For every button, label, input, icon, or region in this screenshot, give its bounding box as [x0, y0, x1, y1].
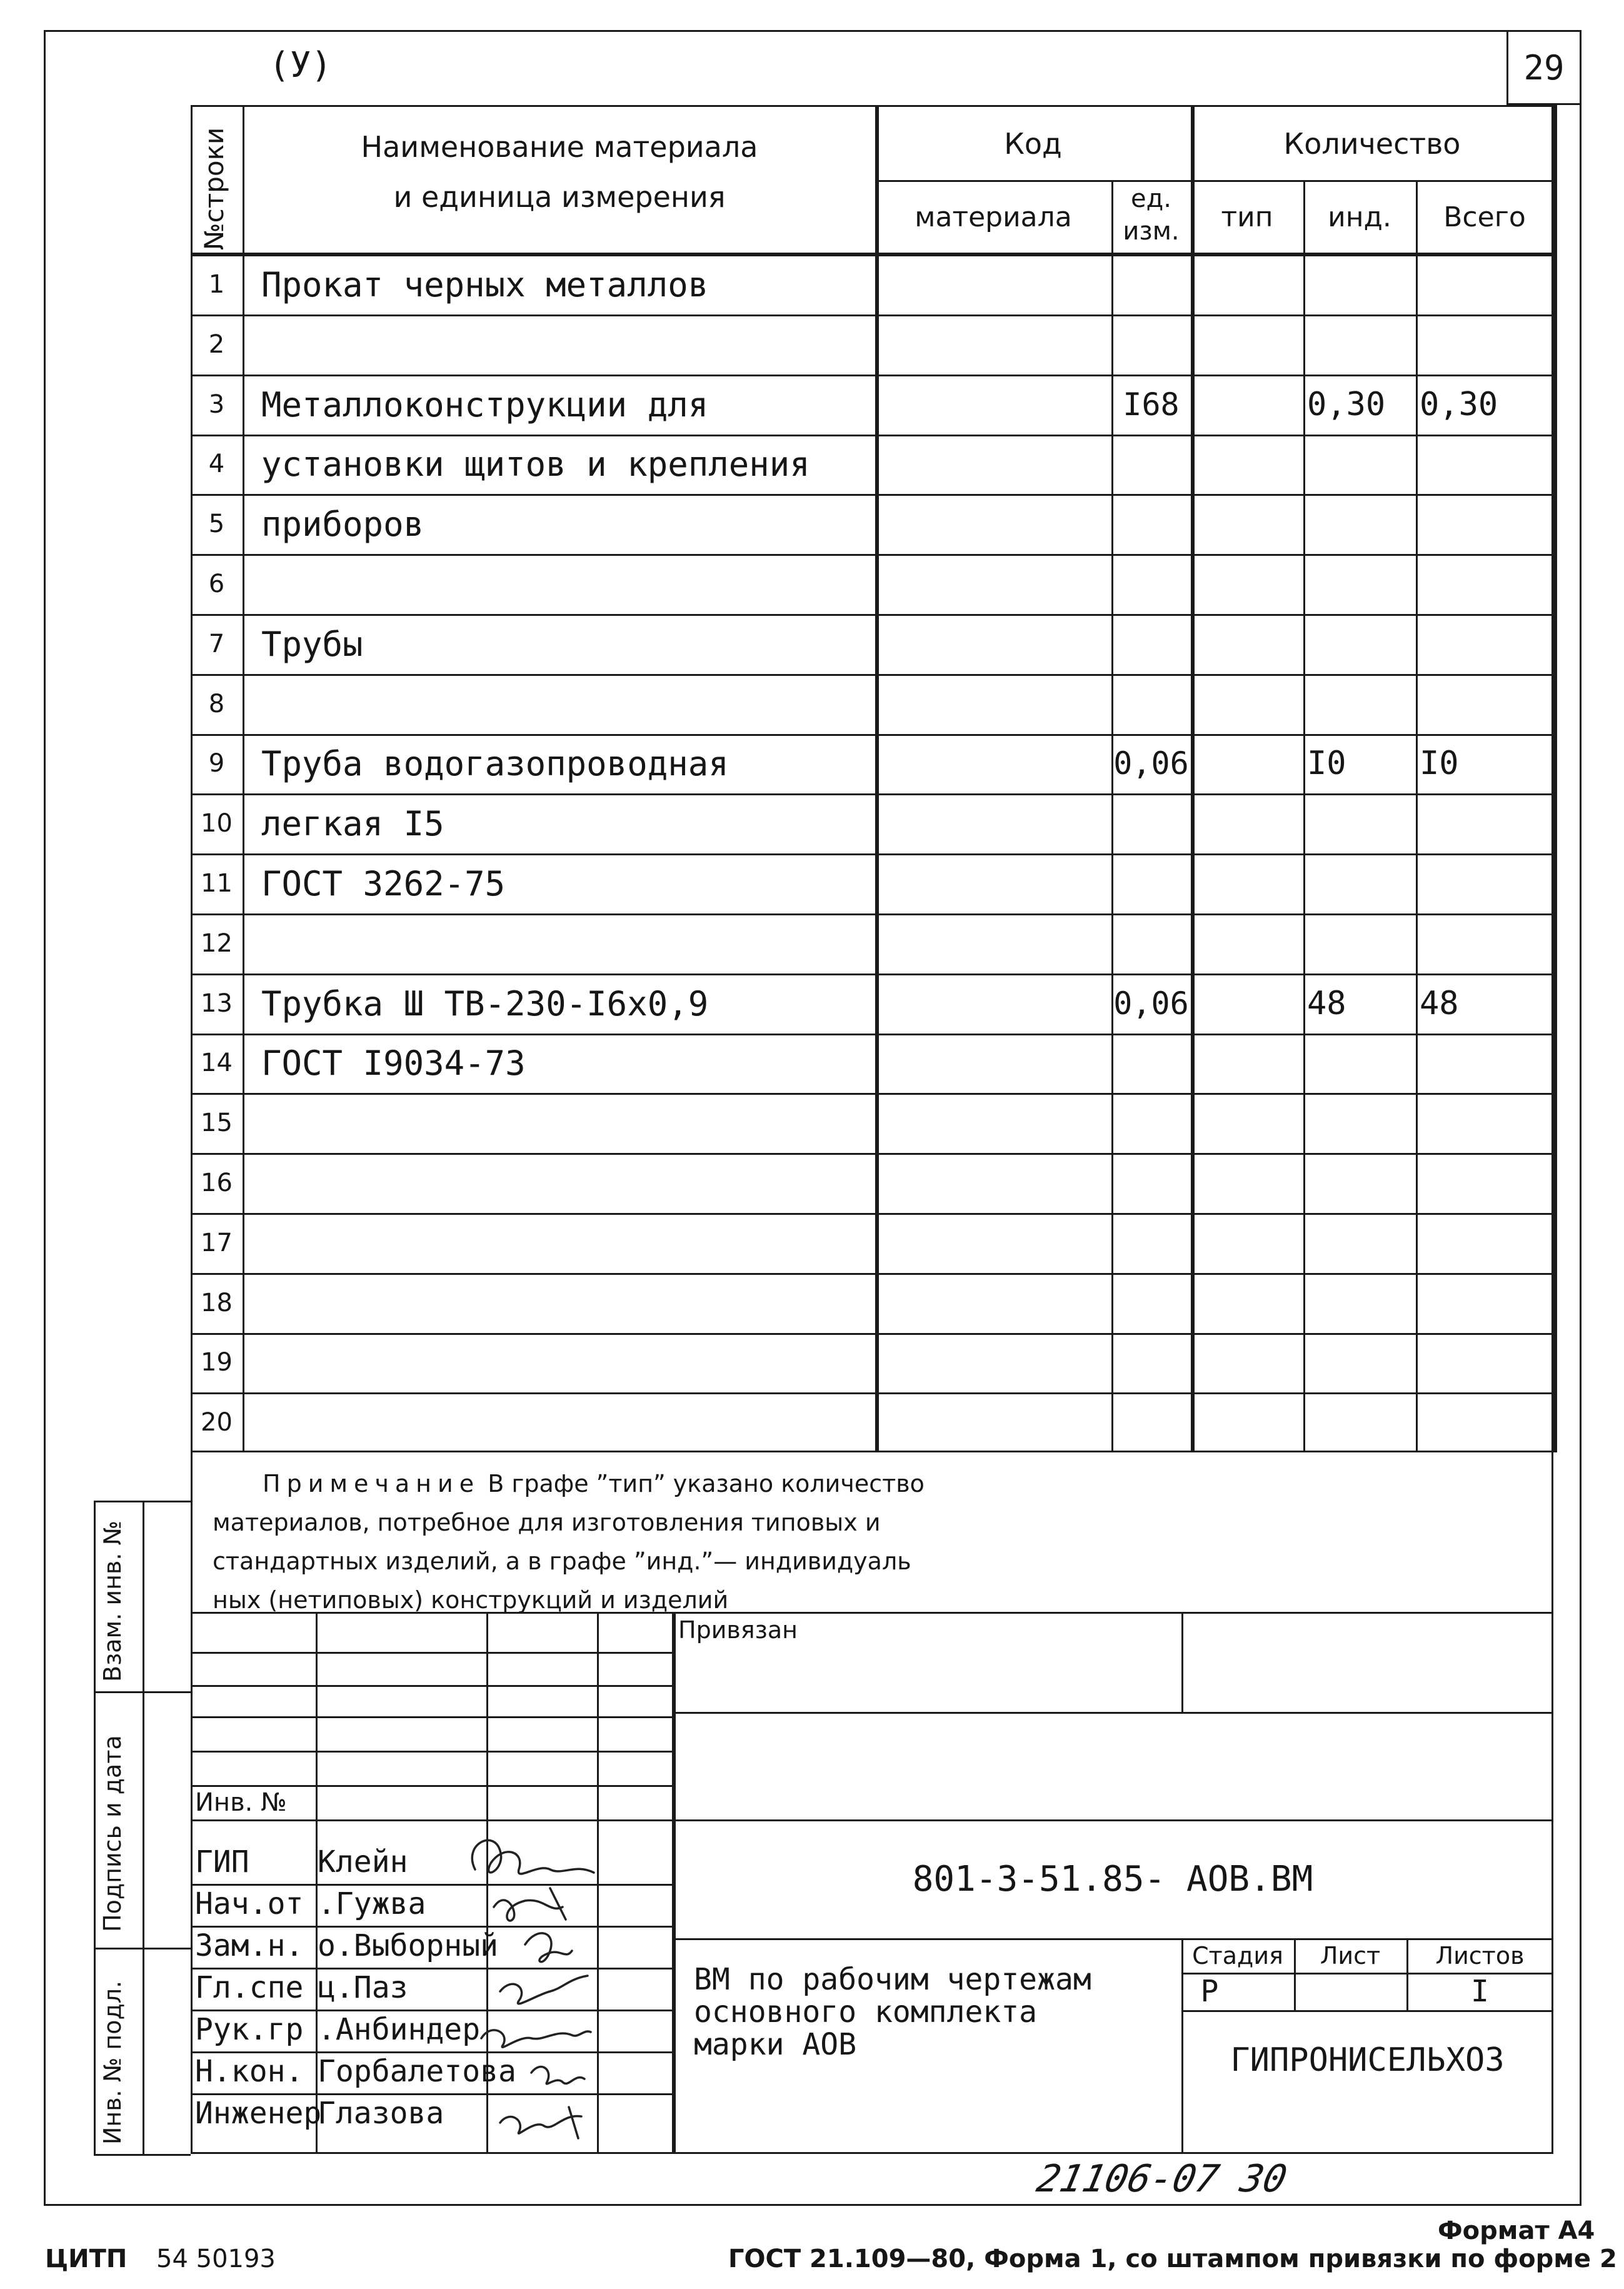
signer-role: ГИП: [195, 1844, 249, 1879]
qty-total: [1416, 1332, 1553, 1392]
row-number: 15: [201, 1109, 233, 1137]
qty-type: [1191, 1332, 1303, 1392]
unit-code: [1111, 1153, 1191, 1213]
qty-ind: [1303, 913, 1416, 973]
material-code: [875, 614, 1111, 674]
side-label-podpis: Подпись и дата: [99, 1735, 126, 1932]
material-code: [875, 793, 1111, 853]
qty-type: [1191, 1093, 1303, 1153]
qty-type: [1191, 1273, 1303, 1333]
signature-klein: [472, 1840, 594, 1874]
qty-ind: [1303, 1093, 1416, 1153]
material-name: [244, 1093, 875, 1153]
row-number: 2: [208, 330, 225, 359]
qty-total: [1416, 674, 1553, 734]
material-code: [875, 913, 1111, 973]
row-number: 12: [201, 929, 233, 958]
row-number: 20: [201, 1408, 233, 1437]
unit-code: [1111, 494, 1191, 554]
header-qty-type: тип: [1221, 201, 1273, 233]
row-number: 1: [208, 270, 225, 299]
material-name: [244, 1153, 875, 1213]
header-name-line2: и единица измерения: [393, 180, 726, 214]
signer-role: Нач.от: [195, 1886, 304, 1921]
qty-ind: 0,30: [1307, 386, 1386, 423]
material-name: Труба водогазопроводная: [261, 743, 729, 783]
qty-type: [1191, 853, 1303, 913]
material-code: [875, 1273, 1111, 1333]
qty-ind: [1303, 793, 1416, 853]
qty-total: [1416, 494, 1553, 554]
signer-role: Н.кон.: [195, 2054, 304, 2089]
material-code: [875, 853, 1111, 913]
header-code-unit-2: изм.: [1123, 217, 1180, 246]
material-code: [875, 1153, 1111, 1213]
footer-standard: ГОСТ 21.109—80, Форма 1, со штампом привязки по форме 2: [728, 2245, 1617, 2273]
material-code: [875, 1093, 1111, 1153]
header-qty-ind: инд.: [1328, 201, 1391, 233]
signer-name: Клейн: [318, 1844, 408, 1879]
unit-code: [1111, 1213, 1191, 1273]
header-qty-total: Всего: [1443, 201, 1526, 233]
qty-total: [1416, 314, 1553, 375]
qty-total: [1416, 614, 1553, 674]
qty-total: 0,30: [1420, 386, 1498, 423]
note-line-3: стандартных изделий, а в графе ”инд.”— индивидуаль: [213, 1547, 911, 1575]
unit-code: [1111, 913, 1191, 973]
material-name: [244, 913, 875, 973]
material-code: [875, 1332, 1111, 1392]
signature-vybornyi: [525, 1933, 572, 1962]
qty-total: [1416, 853, 1553, 913]
material-name: [244, 1392, 875, 1452]
material-code: [875, 375, 1111, 435]
note-label: Примечание: [263, 1470, 481, 1497]
qty-ind: [1303, 1392, 1416, 1452]
signer-role: Гл.спе: [195, 1970, 304, 2005]
row-number: 18: [201, 1289, 233, 1317]
material-code: [875, 674, 1111, 734]
row-number: 17: [201, 1229, 233, 1257]
qty-type: [1191, 434, 1303, 494]
sheets-label: Листов: [1435, 1941, 1525, 1970]
material-code: [875, 1033, 1111, 1093]
unit-code: [1111, 793, 1191, 853]
unit-code: [1111, 1093, 1191, 1153]
qty-type: [1191, 375, 1303, 435]
material-code: [875, 973, 1111, 1034]
unit-code: [1111, 614, 1191, 674]
header-quantity: Количество: [1283, 127, 1461, 161]
signer-role: Рук.гр: [195, 2012, 304, 2047]
qty-ind: [1303, 674, 1416, 734]
qty-ind: [1303, 853, 1416, 913]
qty-type: [1191, 913, 1303, 973]
row-number: 19: [201, 1348, 233, 1377]
footer-code: 54 50193: [156, 2245, 276, 2273]
inv-no-label: Инв. №: [195, 1788, 287, 1817]
material-code: [875, 254, 1111, 314]
material-code: [875, 494, 1111, 554]
row-number: 14: [201, 1049, 233, 1077]
side-label-vzam: Взам. инв. №: [99, 1520, 126, 1682]
row-number: 3: [208, 390, 225, 419]
qty-type: [1191, 254, 1303, 314]
header-row-no: №строки: [199, 127, 229, 250]
material-name: Трубы: [261, 624, 363, 664]
signature-paz: [500, 1976, 588, 2004]
qty-total: [1416, 1213, 1553, 1273]
signer-name: .Гужва: [318, 1886, 426, 1921]
material-name: [244, 1332, 875, 1392]
row-number: 6: [208, 570, 225, 598]
qty-type: [1191, 674, 1303, 734]
material-name: Металлоконструкции для: [261, 385, 709, 425]
unit-code: [1111, 674, 1191, 734]
qty-ind: [1303, 1213, 1416, 1273]
qty-type: [1191, 1033, 1303, 1093]
row-number: 9: [208, 749, 225, 778]
signature-guzhva: [494, 1888, 566, 1921]
qty-ind: [1303, 1033, 1416, 1093]
unit-code: I68: [1123, 386, 1180, 423]
row-number: 4: [208, 450, 225, 478]
row-number: 11: [201, 869, 233, 898]
header-code-unit-1: ед.: [1131, 184, 1171, 213]
sheet-value: [1294, 1973, 1406, 2010]
note-line-4: ных (нетиповых) конструкций и изделий: [213, 1586, 729, 1614]
signature-scribbles: [456, 1826, 606, 2151]
qty-total: [1416, 554, 1553, 614]
qty-type: [1191, 1213, 1303, 1273]
qty-ind: [1303, 1332, 1416, 1392]
qty-total: I0: [1420, 745, 1459, 782]
row-number: 7: [208, 630, 225, 658]
qty-total: [1416, 434, 1553, 494]
qty-total: [1416, 1153, 1553, 1213]
qty-type: [1191, 554, 1303, 614]
material-name: легкая I5: [261, 803, 444, 843]
signature-anbinder: [481, 2030, 591, 2047]
stage-value: Р: [1200, 1974, 1219, 2009]
material-name: [244, 674, 875, 734]
signer-name: о.Выборный: [318, 1928, 498, 1963]
header-name-line1: Наименование материала: [361, 130, 758, 164]
header-code: Код: [1004, 127, 1062, 161]
signature-gorbaletova: [531, 2067, 584, 2084]
unit-code: [1111, 1392, 1191, 1452]
sheet-label: Лист: [1320, 1941, 1381, 1970]
material-code: [875, 1213, 1111, 1273]
qty-type: [1191, 494, 1303, 554]
qty-type: [1191, 614, 1303, 674]
material-name: [244, 1213, 875, 1273]
material-name: Прокат черных металлов: [261, 264, 709, 304]
material-name: установки щитов и крепления: [261, 444, 810, 484]
material-code: [875, 314, 1111, 375]
unit-code: [1111, 1332, 1191, 1392]
page-mark: (У): [269, 45, 333, 86]
designation: 801-3-51.85- АОВ.ВМ: [912, 1858, 1313, 1899]
unit-code: [1111, 254, 1191, 314]
row-number: 13: [201, 989, 233, 1018]
row-number: 10: [201, 809, 233, 838]
privyazan-label: Привязан: [678, 1616, 798, 1644]
note-line-2: материалов, потребное для изготовления типовых и: [213, 1509, 881, 1536]
side-label-inv-podl: Инв. № подл.: [99, 1980, 126, 2145]
page-number: 29: [1523, 48, 1565, 88]
signer-name: .Анбиндер: [318, 2012, 481, 2047]
qty-total: [1416, 1392, 1553, 1452]
handwritten-number: 21106-07 30: [1033, 2157, 1291, 2201]
qty-ind: [1303, 434, 1416, 494]
footer-org: ЦИТП: [45, 2245, 128, 2273]
note-line-1: В графе ”тип” указано количество: [488, 1470, 925, 1497]
qty-total: [1416, 913, 1553, 973]
unit-code: [1111, 554, 1191, 614]
qty-type: [1191, 733, 1303, 793]
unit-code: [1111, 1033, 1191, 1093]
row-number: 5: [208, 510, 225, 538]
material-code: [875, 434, 1111, 494]
qty-ind: 48: [1307, 985, 1346, 1022]
row-number: 8: [208, 690, 225, 718]
qty-ind: [1303, 1153, 1416, 1213]
qty-type: [1191, 314, 1303, 375]
material-name: [244, 1273, 875, 1333]
unit-code: [1111, 434, 1191, 494]
qty-ind: [1303, 554, 1416, 614]
unit-code: [1111, 853, 1191, 913]
qty-type: [1191, 1153, 1303, 1213]
format-label: Формат А4: [1438, 2216, 1595, 2245]
material-name: Трубка Ш ТВ-230-I6х0,9: [261, 984, 709, 1024]
signer-role: Зам.н.: [195, 1928, 304, 1963]
material-code: [875, 1392, 1111, 1452]
signer-name: ц.Паз: [318, 1970, 408, 2005]
row-number: 16: [201, 1169, 233, 1197]
signer-name: Горбалетова: [318, 2054, 516, 2089]
qty-ind: [1303, 614, 1416, 674]
qty-ind: [1303, 1273, 1416, 1333]
qty-type: [1191, 1392, 1303, 1452]
material-name: приборов: [261, 504, 424, 544]
sheets-value: I: [1471, 1974, 1489, 2009]
note-text: [213, 1464, 1525, 1619]
qty-total: [1416, 1093, 1553, 1153]
qty-total: 48: [1420, 985, 1459, 1022]
material-name: [244, 314, 875, 375]
signer-role: Инженер: [195, 2096, 322, 2131]
qty-total: [1416, 793, 1553, 853]
unit-code: [1111, 314, 1191, 375]
qty-type: [1191, 793, 1303, 853]
qty-ind: [1303, 494, 1416, 554]
material-code: [875, 554, 1111, 614]
organization: ГИПРОНИСЕЛЬХОЗ: [1230, 2041, 1505, 2079]
unit-code: 0,06: [1113, 985, 1189, 1022]
material-code: [875, 733, 1111, 793]
qty-total: [1416, 254, 1553, 314]
qty-ind: [1303, 314, 1416, 375]
document-title-line-3: марки АОВ: [694, 2027, 857, 2062]
unit-code: 0,06: [1113, 745, 1189, 782]
qty-ind: [1303, 254, 1416, 314]
material-name: [244, 554, 875, 614]
material-name: ГОСТ I9034-73: [261, 1043, 526, 1083]
qty-total: [1416, 1273, 1553, 1333]
signer-name: Глазова: [318, 2096, 444, 2131]
document-title: [694, 1963, 1091, 2061]
qty-ind: I0: [1307, 745, 1346, 782]
signature-glazova: [500, 2107, 581, 2138]
qty-total: [1416, 1033, 1553, 1093]
unit-code: [1111, 1273, 1191, 1333]
header-code-material: материала: [915, 201, 1072, 233]
document-title-line-2: основного комплекта: [694, 1995, 1038, 2030]
qty-type: [1191, 973, 1303, 1034]
document-title-line-1: ВМ по рабочим чертежам: [694, 1962, 1091, 1997]
stage-label: Стадия: [1192, 1941, 1283, 1970]
material-name: ГОСТ 3262-75: [261, 863, 506, 903]
